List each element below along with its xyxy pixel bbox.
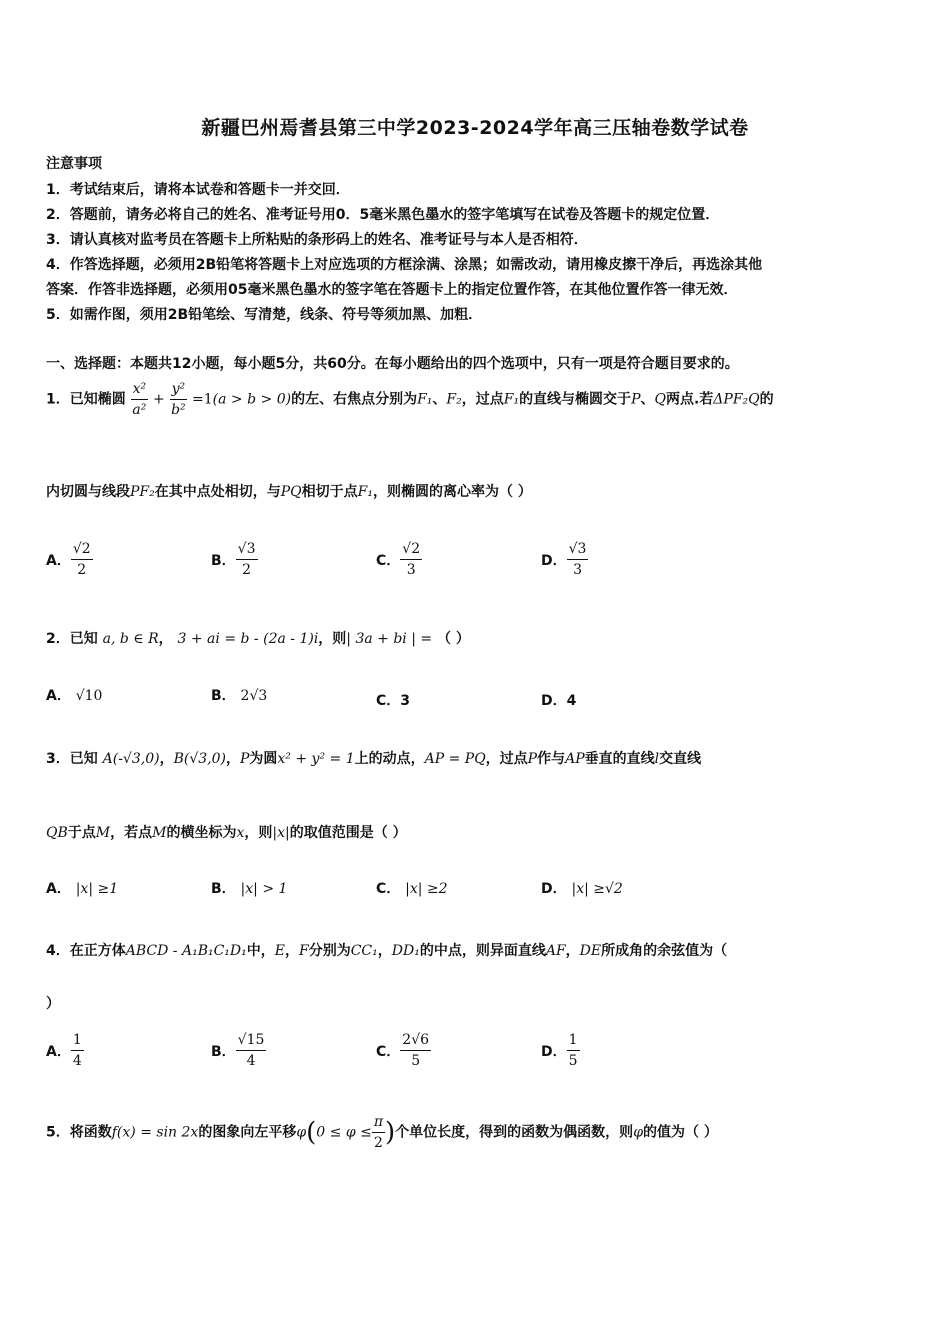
q4-option-b[interactable]: B． $\frac{√15}{4}$ [211,1032,265,1069]
page-title: 新疆巴州焉耆县第三中学2023-2024学年高三压轴卷数学试卷 [201,117,749,139]
question-5: 5．将函数f(x) = sin 2x的图象向左平移φ(0 ≤ φ ≤ $\frac{\pi}{2}$ )个单位长度，得到的函数为偶函数，则φ的值为（ ） [46,1114,718,1151]
notice-item: 3．请认真核对监考员在答题卡上所粘贴的条形码上的姓名、准考证号与本人是否相符． [46,232,588,248]
q1-option-d[interactable]: D． $\frac{√3}{3}$ [541,541,587,578]
notice-item: 5．如需作图，须用2B铅笔绘、写清楚，线条、符号等须加黑、加粗． [46,307,483,323]
q3-option-c[interactable]: C． |x| ≥2 [376,881,448,897]
q1-option-a[interactable]: A． $\frac{√2}{2}$ [46,541,91,578]
question-1-line-2: 内切圆与线段PF₂在其中点处相切，与PQ相切于点F₁，则椭圆的离心率为（ ） [46,484,532,500]
notice-item: 答案．作答非选择题，必须用05毫米黑色墨水的签字笔在答题卡上的指定位置作答，在其他位置作答一律无效． [46,282,738,298]
question-4-close: ） [46,996,60,1012]
question-3-line-2: QB于点M，若点M的横坐标为x，则|x|的取值范围是（ ） [46,825,407,841]
q2-option-a[interactable]: A． √10 [46,688,103,704]
q1-option-c[interactable]: C． $\frac{√2}{3}$ [376,541,421,578]
notice-item: 2．答题前，请务必将自己的姓名、准考证号用0．5毫米黑色墨水的签字笔填写在试卷及答题卡的规定位置． [46,207,720,223]
q2-option-c[interactable]: C．3 [376,693,411,709]
q3-option-d[interactable]: D． |x| ≥√2 [541,881,623,897]
notice-heading: 注意事项 [46,156,102,172]
notice-item: 4．作答选择题，必须用2B铅笔将答题卡上对应选项的方框涂满、涂黑；如需改动，请用橡皮擦干净后，再选涂其他 [46,257,763,273]
q4-option-d[interactable]: D． $\frac{1}{5}$ [541,1032,578,1069]
q2-option-b[interactable]: B． 2√3 [211,688,268,704]
q4-option-c[interactable]: C． $\frac{2√6}{5}$ [376,1032,430,1069]
notice-item: 1．考试结束后，请将本试卷和答题卡一并交回． [46,182,350,198]
q1-text: 1．已知椭圆 [46,391,126,408]
question-4: 4．在正方体ABCD - A₁B₁C₁D₁中，E，F分别为CC₁，DD₁的中点，则异面直线AF，DE所成角的余弦值为（ [46,943,728,959]
q2-option-d[interactable]: D．4 [541,693,577,709]
section-heading: 一、选择题：本题共12小题，每小题5分，共60分。在每小题给出的四个选项中，只有一项是符合题目要求的。 [46,356,739,372]
fraction-y2-b2: $\frac{\text{y²}}{\text{b²}}$ [171,381,186,418]
q1-option-b[interactable]: B． $\frac{√3}{2}$ [211,541,256,578]
q3-option-a[interactable]: A． |x| ≥1 [46,881,119,897]
fraction-x2-a2: $\frac{\text{x²}}{\text{a²}}$ [132,381,147,418]
q3-option-b[interactable]: B． |x| > 1 [211,881,288,897]
question-1: 1．已知椭圆 $\frac{\text{x²}}{\text{a²}}$ + $\frac{\text{y²}}{\text{b²}}$ =1(a > b > 0)的左、右焦点分别为F₁、F₂，过点F₁的直线与椭圆交于P、Q两点.若ΔPF₂Q的 [46,381,774,418]
question-2: 2．已知 a, b ∈ R， 3 + ai = b - (2a - 1)i，则| 3a + bi | = （ ） [46,631,470,647]
q4-option-a[interactable]: A． $\frac{1}{4}$ [46,1032,82,1069]
question-3: 3．已知 A(-√3,0)，B(√3,0)，P为圆x² + y² = 1上的动点，AP = PQ，过点P作与AP垂直的直线l交直线 [46,751,702,767]
